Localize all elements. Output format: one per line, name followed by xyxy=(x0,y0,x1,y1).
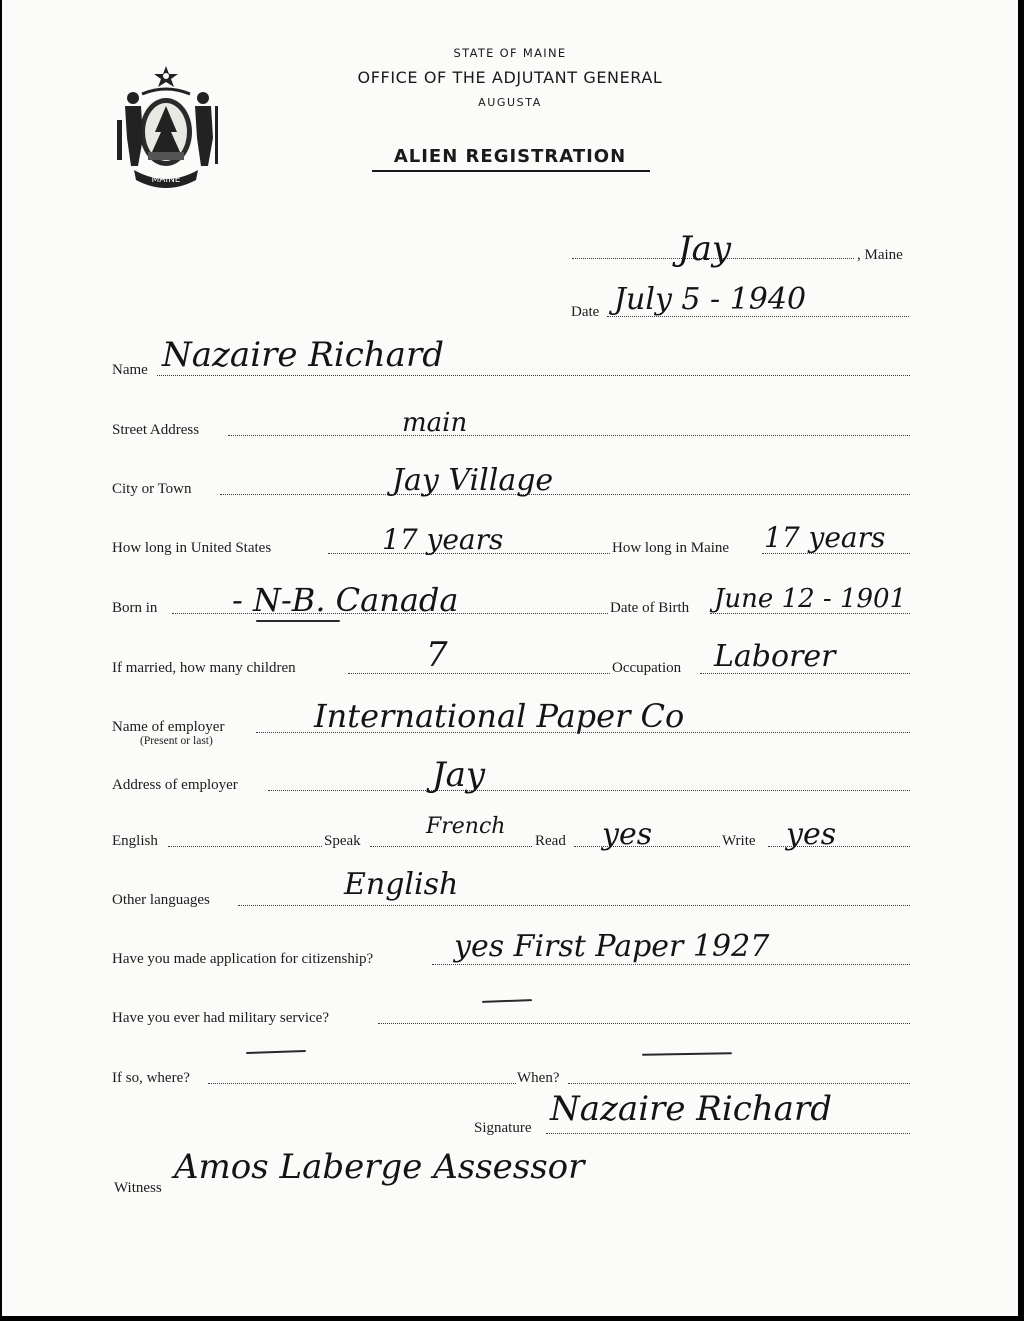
header-office: OFFICE OF THE ADJUTANT GENERAL xyxy=(357,68,663,87)
other-languages-value[interactable]: English xyxy=(344,867,459,902)
when-dash-mark xyxy=(642,1052,732,1056)
title-underline xyxy=(372,170,650,172)
where-label: If so, where? xyxy=(112,1070,190,1086)
signature-value[interactable]: Nazaire Richard xyxy=(550,1089,832,1129)
occupation-value[interactable]: Laborer xyxy=(714,639,836,674)
dob-value[interactable]: June 12 - 1901 xyxy=(714,584,907,614)
witness-value[interactable]: Amos Laberge Assessor xyxy=(174,1147,585,1187)
street-label: Street Address xyxy=(112,422,200,438)
employer-sublabel: (Present or last) xyxy=(140,735,213,747)
years-us-label: How long in United States xyxy=(112,540,272,556)
name-label: Name xyxy=(112,362,148,378)
dob-label: Date of Birth xyxy=(610,600,690,616)
children-label: If married, how many children xyxy=(112,660,296,676)
years-maine-value[interactable]: 17 years xyxy=(764,521,886,554)
english-label: English xyxy=(112,833,158,849)
name-value[interactable]: Nazaire Richard xyxy=(162,335,444,375)
years-maine-label: How long in Maine xyxy=(612,540,730,556)
street-value[interactable]: main xyxy=(402,408,468,438)
employer-address-value[interactable]: Jay xyxy=(432,755,486,795)
speak-label: Speak xyxy=(324,833,361,849)
date-value[interactable]: July 5 - 1940 xyxy=(614,282,807,317)
form-title: ALIEN REGISTRATION xyxy=(393,146,627,167)
date-label: Date xyxy=(571,304,600,320)
svg-text:MAINE: MAINE xyxy=(151,175,181,185)
registration-form-page xyxy=(2,0,1018,1316)
citizenship-value[interactable]: yes First Paper 1927 xyxy=(454,929,770,964)
city-label: City or Town xyxy=(112,481,192,497)
employer-label: Name of employer xyxy=(112,719,225,735)
write-label: Write xyxy=(722,833,756,849)
read-label: Read xyxy=(535,833,566,849)
born-underline-mark xyxy=(256,620,340,622)
occupation-label: Occupation xyxy=(612,660,682,676)
born-value[interactable]: - N-B. Canada xyxy=(232,581,459,619)
born-label: Born in xyxy=(112,600,158,616)
scan-edge xyxy=(0,1316,1024,1321)
years-us-value[interactable]: 17 years xyxy=(382,523,504,556)
military-dash-mark xyxy=(482,999,532,1003)
children-value[interactable]: 7 xyxy=(426,635,448,675)
employer-address-label: Address of employer xyxy=(112,777,238,793)
speak-value[interactable]: French xyxy=(426,814,506,839)
header-city: AUGUSTA xyxy=(478,96,542,109)
header-state: STATE OF MAINE xyxy=(453,46,567,60)
when-label: When? xyxy=(517,1070,560,1086)
other-languages-label: Other languages xyxy=(112,892,210,908)
signature-label: Signature xyxy=(474,1120,532,1136)
citizenship-label: Have you made application for citizenship? xyxy=(112,951,374,967)
military-label: Have you ever had military service? xyxy=(112,1010,329,1026)
read-value[interactable]: yes xyxy=(602,817,653,852)
witness-label: Witness xyxy=(114,1180,162,1196)
place-label: , Maine xyxy=(857,247,903,263)
where-dash-mark xyxy=(246,1050,306,1054)
employer-value[interactable]: International Paper Co xyxy=(314,697,685,735)
city-value[interactable]: Jay Village xyxy=(392,463,554,498)
write-value[interactable]: yes xyxy=(786,817,837,852)
place-value[interactable]: Jay xyxy=(678,229,732,269)
